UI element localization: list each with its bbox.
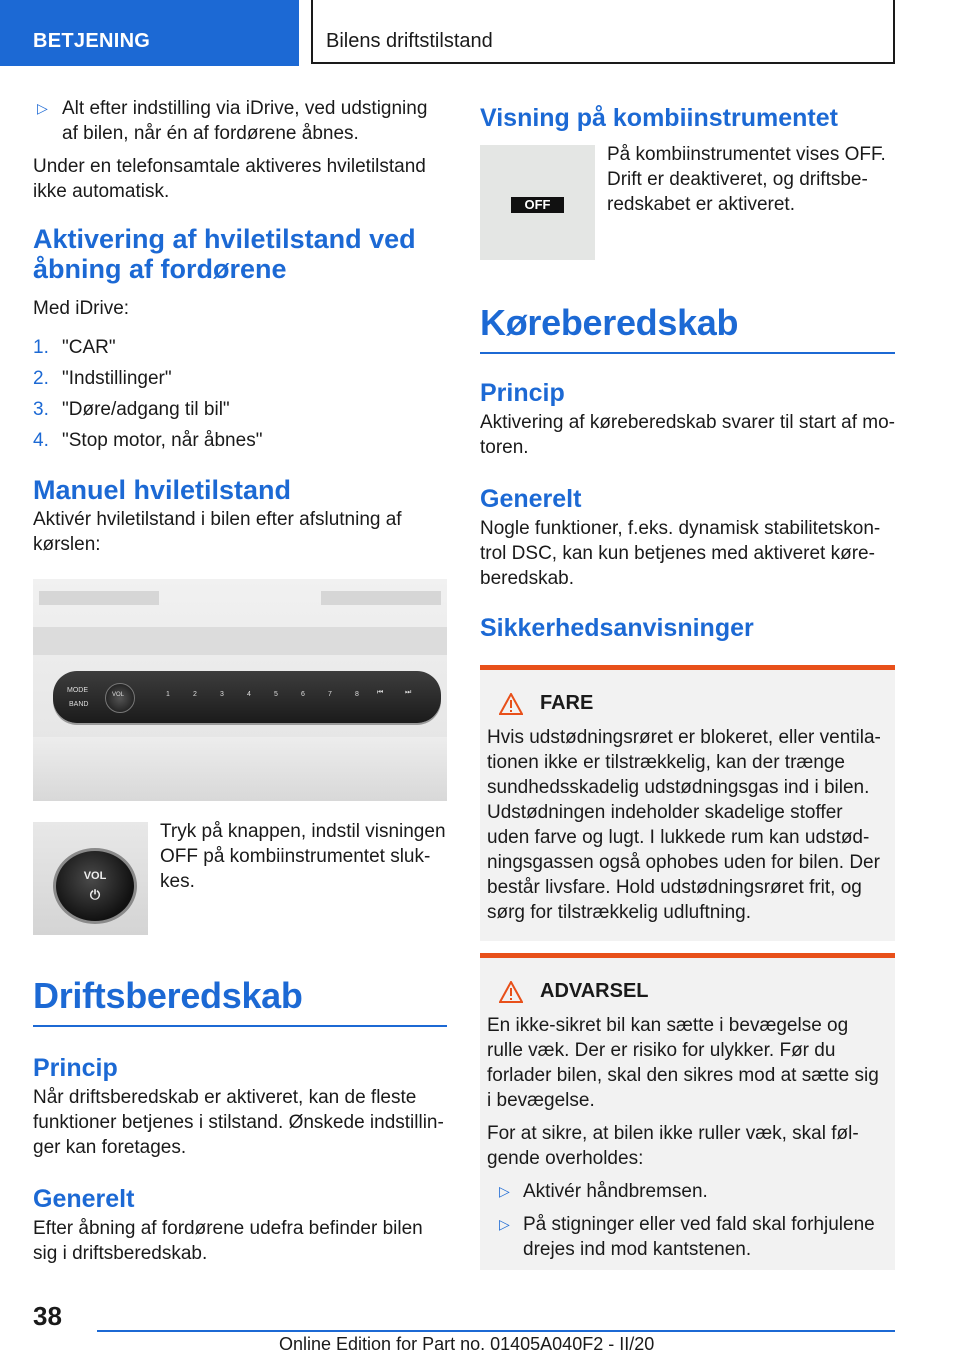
heading-sikkerhed: Sikkerhedsanvisninger [480,614,754,642]
knob-vol-label: VOL [83,870,107,882]
list-item [33,428,447,453]
knob-instruction [33,822,447,935]
warning-title [487,980,887,1003]
triangle-bullet-icon: ▷ [499,1216,510,1232]
list-item [33,96,447,146]
lower-console [33,737,447,801]
preset-label: 2 [193,691,197,698]
left-column [33,96,447,1274]
warning-label: ADVARSEL [540,980,649,1002]
dash-trim [33,627,447,655]
step-text: "CAR" [62,337,116,358]
preset-label: 5 [274,691,278,698]
warning-box [480,953,895,1270]
step-number: 3. [33,399,49,420]
vent [321,591,441,605]
warning-triangle-icon [499,981,523,1003]
chapter-title: Bilens driftstilstand [326,30,493,52]
heading-driftsberedskab: Driftsberedskab [33,975,303,1016]
section-tab [0,0,299,66]
warning-text: En ikke-sikret bil kan sætte i bevægelse og rulle væk. Der er risiko for ulykker. Før du forlader bilen, skal den sikres mod at sætte sig i bevægelse. [487,1015,879,1111]
danger-text: Hvis udstødningsrøret er blokeret, eller ventilationen ikke er tilstrækkelig, kan der trænge sundhedsskadelig udstødningsgas ind i bilen. Udstødningen indeholder skadelige stoffer uden farve og lugt. I lukkede rum kan udstødningsgassen også ophobes uden for bilen. Der består livsfare. Hold udstødningsrøret frit, og sørg for tilstrækkelig udluftning. [487,727,881,923]
numbered-steps [33,335,447,453]
preset-label: 6 [301,691,305,698]
step-text: "Stop motor, når åbnes" [62,430,263,451]
page-number: 38 [33,1301,62,1331]
vent [39,591,159,605]
paragraph: Aktivér hviletilstand i bilen efter afslutning af kørslen: [33,509,402,555]
chapter-heading-rule [33,975,447,1027]
vol-label: VOL [112,692,125,698]
bullet-text: På stigninger eller ved fald skal forhjulene drejes ind mod kantstenen. [523,1214,875,1260]
list-item [33,335,447,360]
volume-knob-photo [33,822,148,935]
list-item [487,1212,887,1262]
paragraph: Når driftsberedskab er aktiveret, kan de fleste funktioner betjenes i stilstand. Ønskede indstillinger kan foretages. [33,1087,444,1158]
step-text: "Døre/adgang til bil" [62,399,230,420]
bullet-text: Aktivér håndbremsen. [523,1181,708,1202]
preset-label: 4 [247,691,251,698]
triangle-bullet-icon: ▷ [37,100,48,116]
list-item [33,397,447,422]
step-number: 4. [33,430,49,451]
heading-generelt: Generelt [480,485,582,513]
heading-princip: Princip [480,379,565,407]
bullet-text: Alt efter indstilling via iDrive, ved udstigning af bilen, når én af fordørene åbnes. [62,98,428,144]
danger-label: FARE [540,692,594,714]
warning-text: For at sikre, at bilen ikke ruller væk, skal følgende overholdes: [487,1123,859,1169]
footer-rule [97,1330,895,1332]
paragraph: Med iDrive: [33,298,130,319]
paragraph: Efter åbning af fordørene udefra befinder bilen sig i driftsberedskab. [33,1218,423,1264]
chapter-title-box [311,0,895,64]
paragraph: På kombiinstrumentet vises OFF. Drift er deaktiveret, og driftsberedskabet er aktiveret. [607,144,886,215]
preset-label: 7 [328,691,332,698]
previous-track-icon: ⏮ [377,689,384,696]
band-label: BAND [69,701,89,708]
right-column [480,103,895,1270]
edition-text: Online Edition for Part no. 01405A040F2 - II/20 [279,1334,655,1354]
volume-knob-icon [105,683,135,713]
off-badge: OFF [511,197,564,213]
heading-manual: Manuel hviletilstand [33,475,292,505]
danger-title [487,692,887,715]
heading-koreberedskab: Køreberedskab [480,302,739,343]
power-icon: ⏻ [89,887,101,902]
console-illustration [33,579,447,801]
danger-box [480,665,895,941]
cluster-display-figure [480,145,595,260]
paragraph: Aktivering af køreberedskab svarer til start af motoren. [480,412,895,458]
preset-label: 1 [166,691,170,698]
heading-generelt: Generelt [33,1185,135,1213]
next-track-icon: ⏭ [405,689,412,696]
off-display-section [480,145,895,260]
step-text: "Indstillinger" [62,368,172,389]
mode-label: MODE [67,687,88,694]
power-knob-icon [53,848,137,924]
paragraph: Nogle funktioner, f.eks. dynamisk stabilitetskontrol DSC, kan kun betjenes med aktiveret køreberedskab. [480,518,881,589]
preset-label: 3 [220,691,224,698]
warning-triangle-icon [499,693,523,715]
paragraph: Tryk på knappen, indstil visningen OFF på kombiinstrumentet slukkes. [160,821,446,892]
triangle-bullet-icon: ▷ [499,1183,510,1199]
heading-activation: Aktivering af hviletilstand ved åbning af fordørene [33,224,416,284]
heading-princip: Princip [33,1054,118,1082]
chapter-heading-rule [480,302,895,354]
list-item [487,1179,887,1204]
step-number: 1. [33,337,49,358]
step-number: 2. [33,368,49,389]
paragraph: Under en telefonsamtale aktiveres hviletilstand ikke automatisk. [33,156,426,202]
list-item [33,366,447,391]
heading-visning: Visning på kombiinstrumentet [480,104,838,132]
section-label: BETJENING [33,30,151,52]
preset-label: 8 [355,691,359,698]
